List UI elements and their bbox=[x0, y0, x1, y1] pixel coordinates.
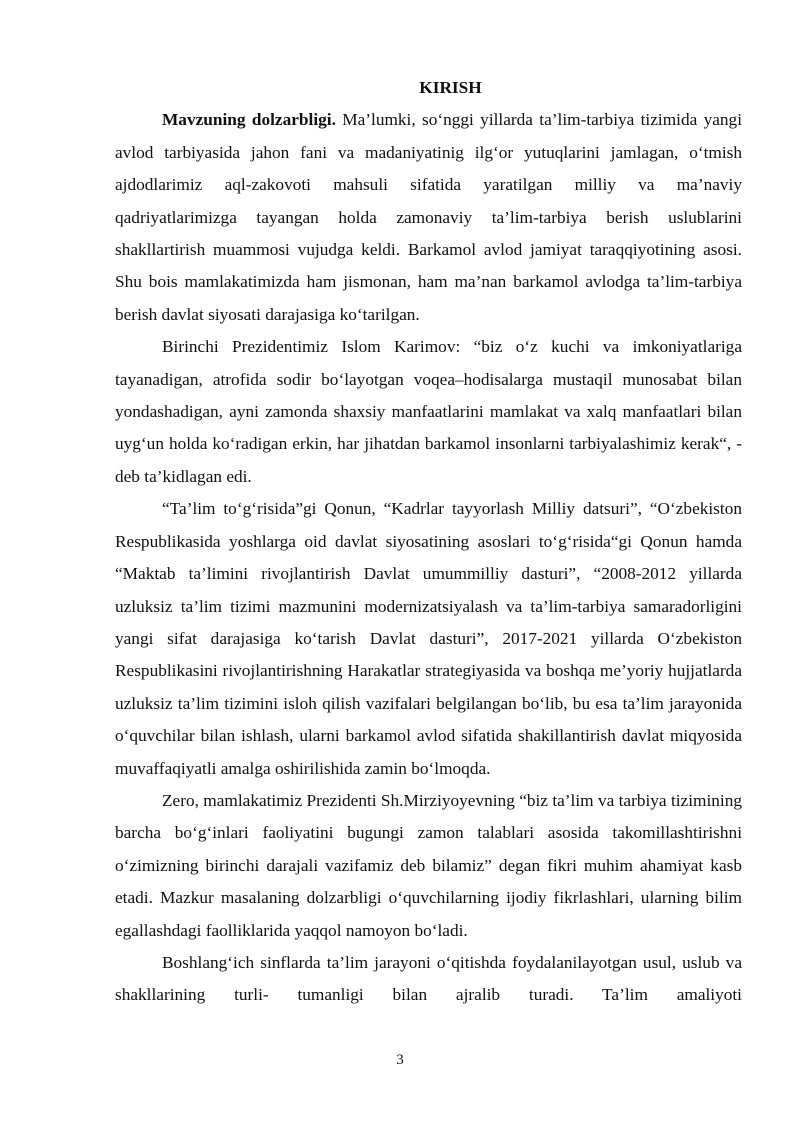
paragraph-1 bbox=[115, 104, 742, 331]
paragraph-text: Ma’lumki, so‘nggi yillarda ta’lim-tarbiya tizimida yangi avlod tarbiyasida jahon fani va madaniyatinig ilg‘or yutuqlarini jamlagan, o‘tmish ajdodlarimiz aql-zakovoti mahsuli sifatida yaratilgan milliy va ma’naviy qadriyatlarimizga tayangan holda zamonaviy ta’lim-tarbiya berish uslublarini shakllartirish muammosi vujudga keldi. Barkamol avlod jamiyat taraqqiyotining asosi. Shu bois mamlakatimizda ham jismonan, ham ma’nan barkamol avlodga ta’lim-tarbiya berish davlat siyosati darajasiga ko‘tarilgan. bbox=[115, 110, 742, 324]
paragraph-lead-heading: Mavzuning dolzarbligi. bbox=[162, 110, 336, 130]
page-number: 3 bbox=[396, 1052, 404, 1068]
paragraph-3: “Ta’lim to‘g‘risida”gi Qonun, “Kadrlar tayyorlash Milliy datsuri”, “O‘zbekiston Respublikasida yoshlarga oid davlat siyosatining asoslari to‘g‘risida“gi Qonun hamda “Maktab ta’limini rivojlantirish Davlat umummilliy dasturi”, “2008-2012 yillarda uzluksiz ta’lim tizimi mazmunini modernizatsiyalash va ta’lim-tarbiya samaradorligini yangi sifat darajasiga ko‘tarish Davlat dasturi”, 2017-2021 yillarda O‘zbekiston Respublikasini rivojlantirishning Harakatlar strategiyasida va boshqa me’yoriy hujjatlarda uzluksiz ta’lim tizimini isloh qilish vazifalari belgilangan bo‘lib, bu esa ta’lim jarayonida o‘quvchilar bilan ishlash, ularni barkamol avlod sifatida shakillantirish davlat miqyosida muvaffaqiyatli amalga oshirilishida zamin bo‘lmoqda. bbox=[115, 499, 742, 778]
paragraph-5: Boshlang‘ich sinflarda ta’lim jarayoni o‘qitishda foydalanilayotgan usul, uslub va shakllarining turli- tumanligi bilan ajralib turadi. Ta’lim amaliyoti bbox=[115, 952, 742, 1005]
paragraph-2: Birinchi Prezidentimiz Islom Karimov: “biz o‘z kuchi va imkoniyatlariga tayanadigan, atrofida sodir bo‘layotgan voqea–hodisalarga mustaqil munosabat bilan yondashadigan, ayni zamonda shaxsiy manfaatlarini mamlakat va xalq manfaatlari bilan uyg‘un holda ko‘radigan erkin, har jihatdan barkamol insonlarni tarbiyalashimiz kerak“, - deb ta’kidlagan edi. bbox=[115, 337, 742, 486]
paragraph-4: Zero, mamlakatimiz Prezidenti Sh.Mirziyoyevning “biz ta’lim va tarbiya tizimining barcha bo‘g‘inlari faoliyatini bugungi zamon talablari asosida takomillashtirishni o‘zimizning birinchi darajali vazifamiz deb bilamiz” degan fikri muhim ahamiyat kasb etadi. Mazkur masalaning dolzarbligi o‘quvchilarning ijodiy fikrlashlari, ularning bilim egallashdagi faolliklarida yaqqol namoyon bo‘ladi. bbox=[115, 790, 742, 940]
page-body bbox=[115, 72, 742, 1012]
section-title: KIRISH bbox=[419, 78, 482, 97]
